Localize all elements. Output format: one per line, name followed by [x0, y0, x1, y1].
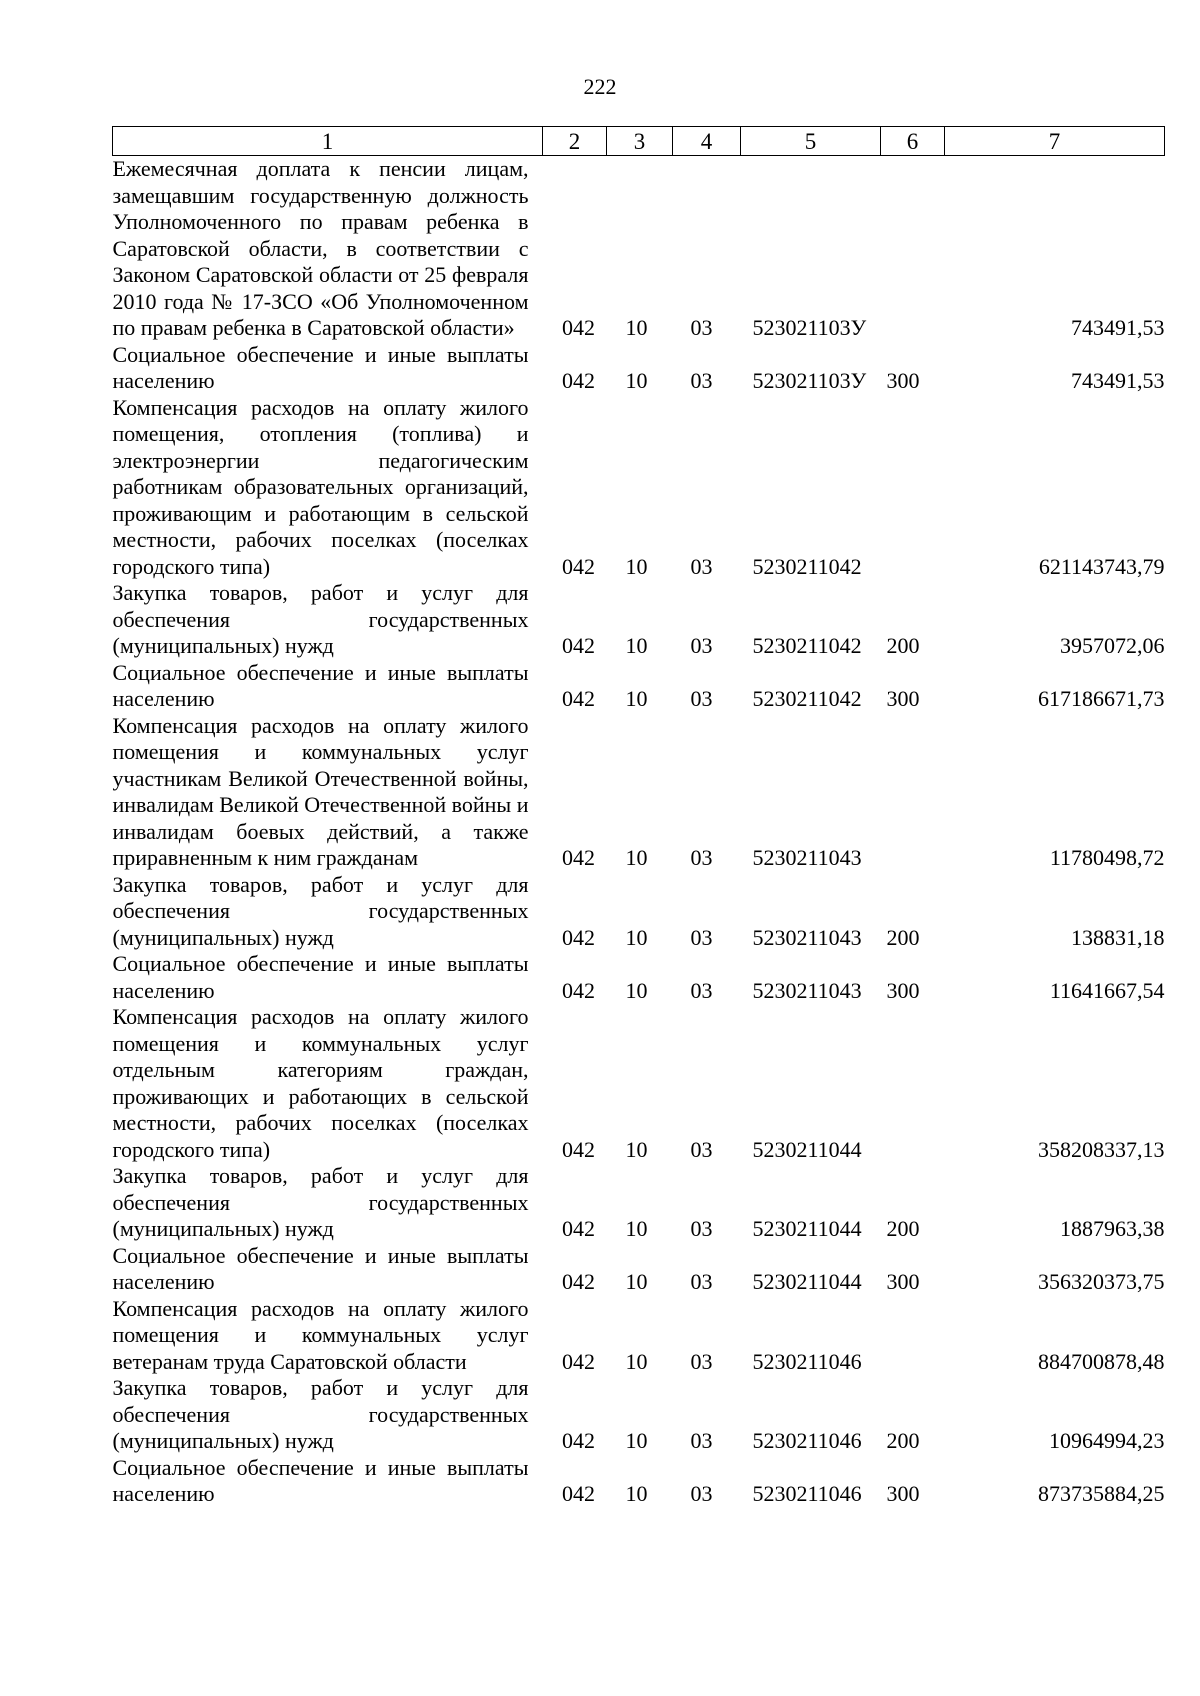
expense-type-code: 200 — [886, 633, 920, 658]
column-header: 6 — [881, 127, 945, 156]
row-description: Закупка товаров, работ и услуг для обеспечения государственных (муниципальных) нужд — [112, 871, 529, 950]
target-article-code: 5230211044 — [752, 1216, 862, 1241]
column-number-header — [113, 127, 1165, 156]
table-row — [113, 660, 1165, 713]
amount-value: 1887963,38 — [1060, 1216, 1165, 1241]
target-article-code: 5230211043 — [752, 924, 862, 950]
target-article-code: 5230211046 — [752, 1348, 862, 1374]
table-row — [113, 395, 1165, 581]
page-number: 222 — [583, 74, 617, 99]
column-3-value: 10 — [625, 315, 648, 340]
column-2-value: 042 — [562, 553, 595, 579]
target-article-code: 5230211043 — [752, 845, 862, 870]
column-3-value: 10 — [625, 553, 648, 579]
column-2-value: 042 — [562, 368, 595, 393]
row-description: Социальное обеспечение и иные выплаты населению — [112, 951, 529, 1003]
column-4-value: 03 — [690, 1269, 713, 1294]
amount-value: 11641667,54 — [1049, 977, 1165, 1003]
column-2-value: 042 — [562, 977, 595, 1003]
row-description: Компенсация расходов на оплату жилого помещения и коммунальных услуг отдельным категориям граждан, проживающих и работающих в сельской местности, рабочих поселках (поселках городского типа) — [112, 1004, 529, 1162]
table-row — [113, 872, 1165, 952]
column-header: 3 — [607, 127, 673, 156]
table-row — [113, 1375, 1165, 1455]
amount-value: 138831,18 — [1071, 924, 1165, 950]
column-4-value: 03 — [690, 1481, 713, 1506]
expense-type-code — [881, 156, 945, 342]
column-2-value: 042 — [562, 1216, 595, 1241]
amount-value: 11780498,72 — [1049, 845, 1165, 870]
table-row — [113, 951, 1165, 1004]
column-2-value: 042 — [562, 1348, 595, 1374]
column-header: 7 — [945, 127, 1165, 156]
row-description: Компенсация расходов на оплату жилого помещения и коммунальных услуг участникам Великой Отечественной войны, инвалидам Великой Отечественной войны и инвалидам боевых действий, а также приравненным к ним гражданам — [112, 712, 529, 870]
table-row — [113, 1004, 1165, 1163]
expense-type-code: 300 — [886, 686, 920, 711]
target-article-code: 5230211044 — [752, 1136, 862, 1162]
row-description: Социальное обеспечение и иные выплаты населению — [112, 659, 529, 711]
row-description: Социальное обеспечение и иные выплаты населению — [112, 1454, 529, 1506]
expense-type-code — [881, 1004, 945, 1163]
amount-value: 10964994,23 — [1049, 1428, 1165, 1453]
row-description: Социальное обеспечение и иные выплаты населению — [112, 1242, 529, 1294]
column-3-value: 10 — [625, 368, 648, 393]
column-3-value: 10 — [625, 977, 648, 1003]
row-description: Закупка товаров, работ и услуг для обеспечения государственных (муниципальных) нужд — [112, 1163, 529, 1241]
column-3-value: 10 — [625, 1428, 648, 1453]
expense-type-code — [881, 395, 945, 581]
amount-value: 621143743,79 — [1038, 553, 1165, 579]
column-3-value: 10 — [625, 924, 648, 950]
column-3-value: 10 — [625, 1136, 648, 1162]
table-row — [113, 342, 1165, 395]
column-3-value: 10 — [625, 686, 648, 711]
column-4-value: 03 — [690, 315, 713, 340]
column-4-value: 03 — [690, 845, 713, 870]
target-article-code: 5230211042 — [752, 633, 862, 658]
column-4-value: 03 — [690, 977, 713, 1003]
expense-type-code — [881, 1296, 945, 1376]
column-4-value: 03 — [690, 1348, 713, 1374]
target-article-code: 523021103У — [752, 368, 867, 393]
row-description: Социальное обеспечение и иные выплаты населению — [112, 341, 529, 393]
row-description: Закупка товаров, работ и услуг для обеспечения государственных (муниципальных) нужд — [112, 580, 529, 658]
column-3-value: 10 — [625, 845, 648, 870]
expense-type-code: 200 — [886, 1428, 920, 1453]
amount-value: 617186671,73 — [1038, 686, 1165, 711]
amount-value: 358208337,13 — [1038, 1136, 1165, 1162]
column-header: 1 — [113, 127, 543, 156]
column-4-value: 03 — [690, 686, 713, 711]
target-article-code: 5230211046 — [752, 1428, 862, 1453]
target-article-code: 5230211042 — [752, 553, 862, 579]
target-article-code: 5230211046 — [752, 1481, 862, 1506]
target-article-code: 523021103У — [752, 315, 867, 340]
expense-type-code: 200 — [886, 924, 920, 950]
table-row — [113, 713, 1165, 872]
expense-type-code — [881, 713, 945, 872]
column-2-value: 042 — [562, 845, 595, 870]
row-description: Компенсация расходов на оплату жилого помещения и коммунальных услуг ветеранам труда Саратовской области — [112, 1295, 529, 1374]
column-2-value: 042 — [562, 1269, 595, 1294]
target-article-code: 5230211042 — [752, 686, 862, 711]
amount-value: 884700878,48 — [1038, 1348, 1165, 1374]
table-row — [113, 156, 1165, 342]
row-description: Закупка товаров, работ и услуг для обеспечения государственных (муниципальных) нужд — [112, 1375, 529, 1453]
budget-table — [112, 126, 1165, 1508]
table-row — [113, 1243, 1165, 1296]
column-4-value: 03 — [690, 633, 713, 658]
column-2-value: 042 — [562, 924, 595, 950]
table-row — [113, 580, 1165, 660]
table-row — [113, 1296, 1165, 1376]
amount-value: 3957072,06 — [1060, 633, 1165, 658]
column-2-value: 042 — [562, 686, 595, 711]
column-header: 2 — [543, 127, 607, 156]
column-3-value: 10 — [625, 633, 648, 658]
target-article-code: 5230211044 — [752, 1269, 862, 1294]
column-4-value: 03 — [690, 1136, 713, 1162]
table-row — [113, 1163, 1165, 1243]
column-2-value: 042 — [562, 1481, 595, 1506]
column-header: 5 — [741, 127, 881, 156]
column-2-value: 042 — [562, 633, 595, 658]
expense-type-code: 300 — [886, 1269, 920, 1294]
column-4-value: 03 — [690, 368, 713, 393]
row-description: Ежемесячная доплата к пенсии лицам, замещавшим государственную должность Уполномоченного по правам ребенка в Саратовской области, в соответствии с Законом Саратовской области от 25 февраля 2010 года № 17-ЗСО «Об Уполномоченном по правам ребенка в Саратовской области» — [112, 156, 529, 340]
row-description: Компенсация расходов на оплату жилого помещения, отопления (топлива) и электроэнергии педагогическим работникам образовательных организаций, проживающим и работающим в сельской местности, рабочих поселках (поселках городского типа) — [112, 394, 529, 579]
column-3-value: 10 — [625, 1216, 648, 1241]
amount-value: 873735884,25 — [1038, 1481, 1165, 1506]
column-2-value: 042 — [562, 315, 595, 340]
table-body — [113, 156, 1165, 1508]
column-3-value: 10 — [625, 1348, 648, 1374]
column-4-value: 03 — [690, 924, 713, 950]
expense-type-code: 300 — [886, 368, 920, 393]
column-header: 4 — [673, 127, 741, 156]
amount-value: 743491,53 — [1071, 368, 1165, 393]
amount-value: 356320373,75 — [1038, 1269, 1165, 1294]
column-4-value: 03 — [690, 553, 713, 579]
column-4-value: 03 — [690, 1428, 713, 1453]
table-row — [113, 1455, 1165, 1508]
column-2-value: 042 — [562, 1428, 595, 1453]
column-3-value: 10 — [625, 1269, 648, 1294]
target-article-code: 5230211043 — [752, 977, 862, 1003]
expense-type-code: 300 — [886, 1481, 920, 1506]
column-3-value: 10 — [625, 1481, 648, 1506]
expense-type-code: 300 — [886, 977, 920, 1003]
amount-value: 743491,53 — [1071, 315, 1165, 340]
column-2-value: 042 — [562, 1136, 595, 1162]
column-4-value: 03 — [690, 1216, 713, 1241]
expense-type-code: 200 — [886, 1216, 920, 1241]
